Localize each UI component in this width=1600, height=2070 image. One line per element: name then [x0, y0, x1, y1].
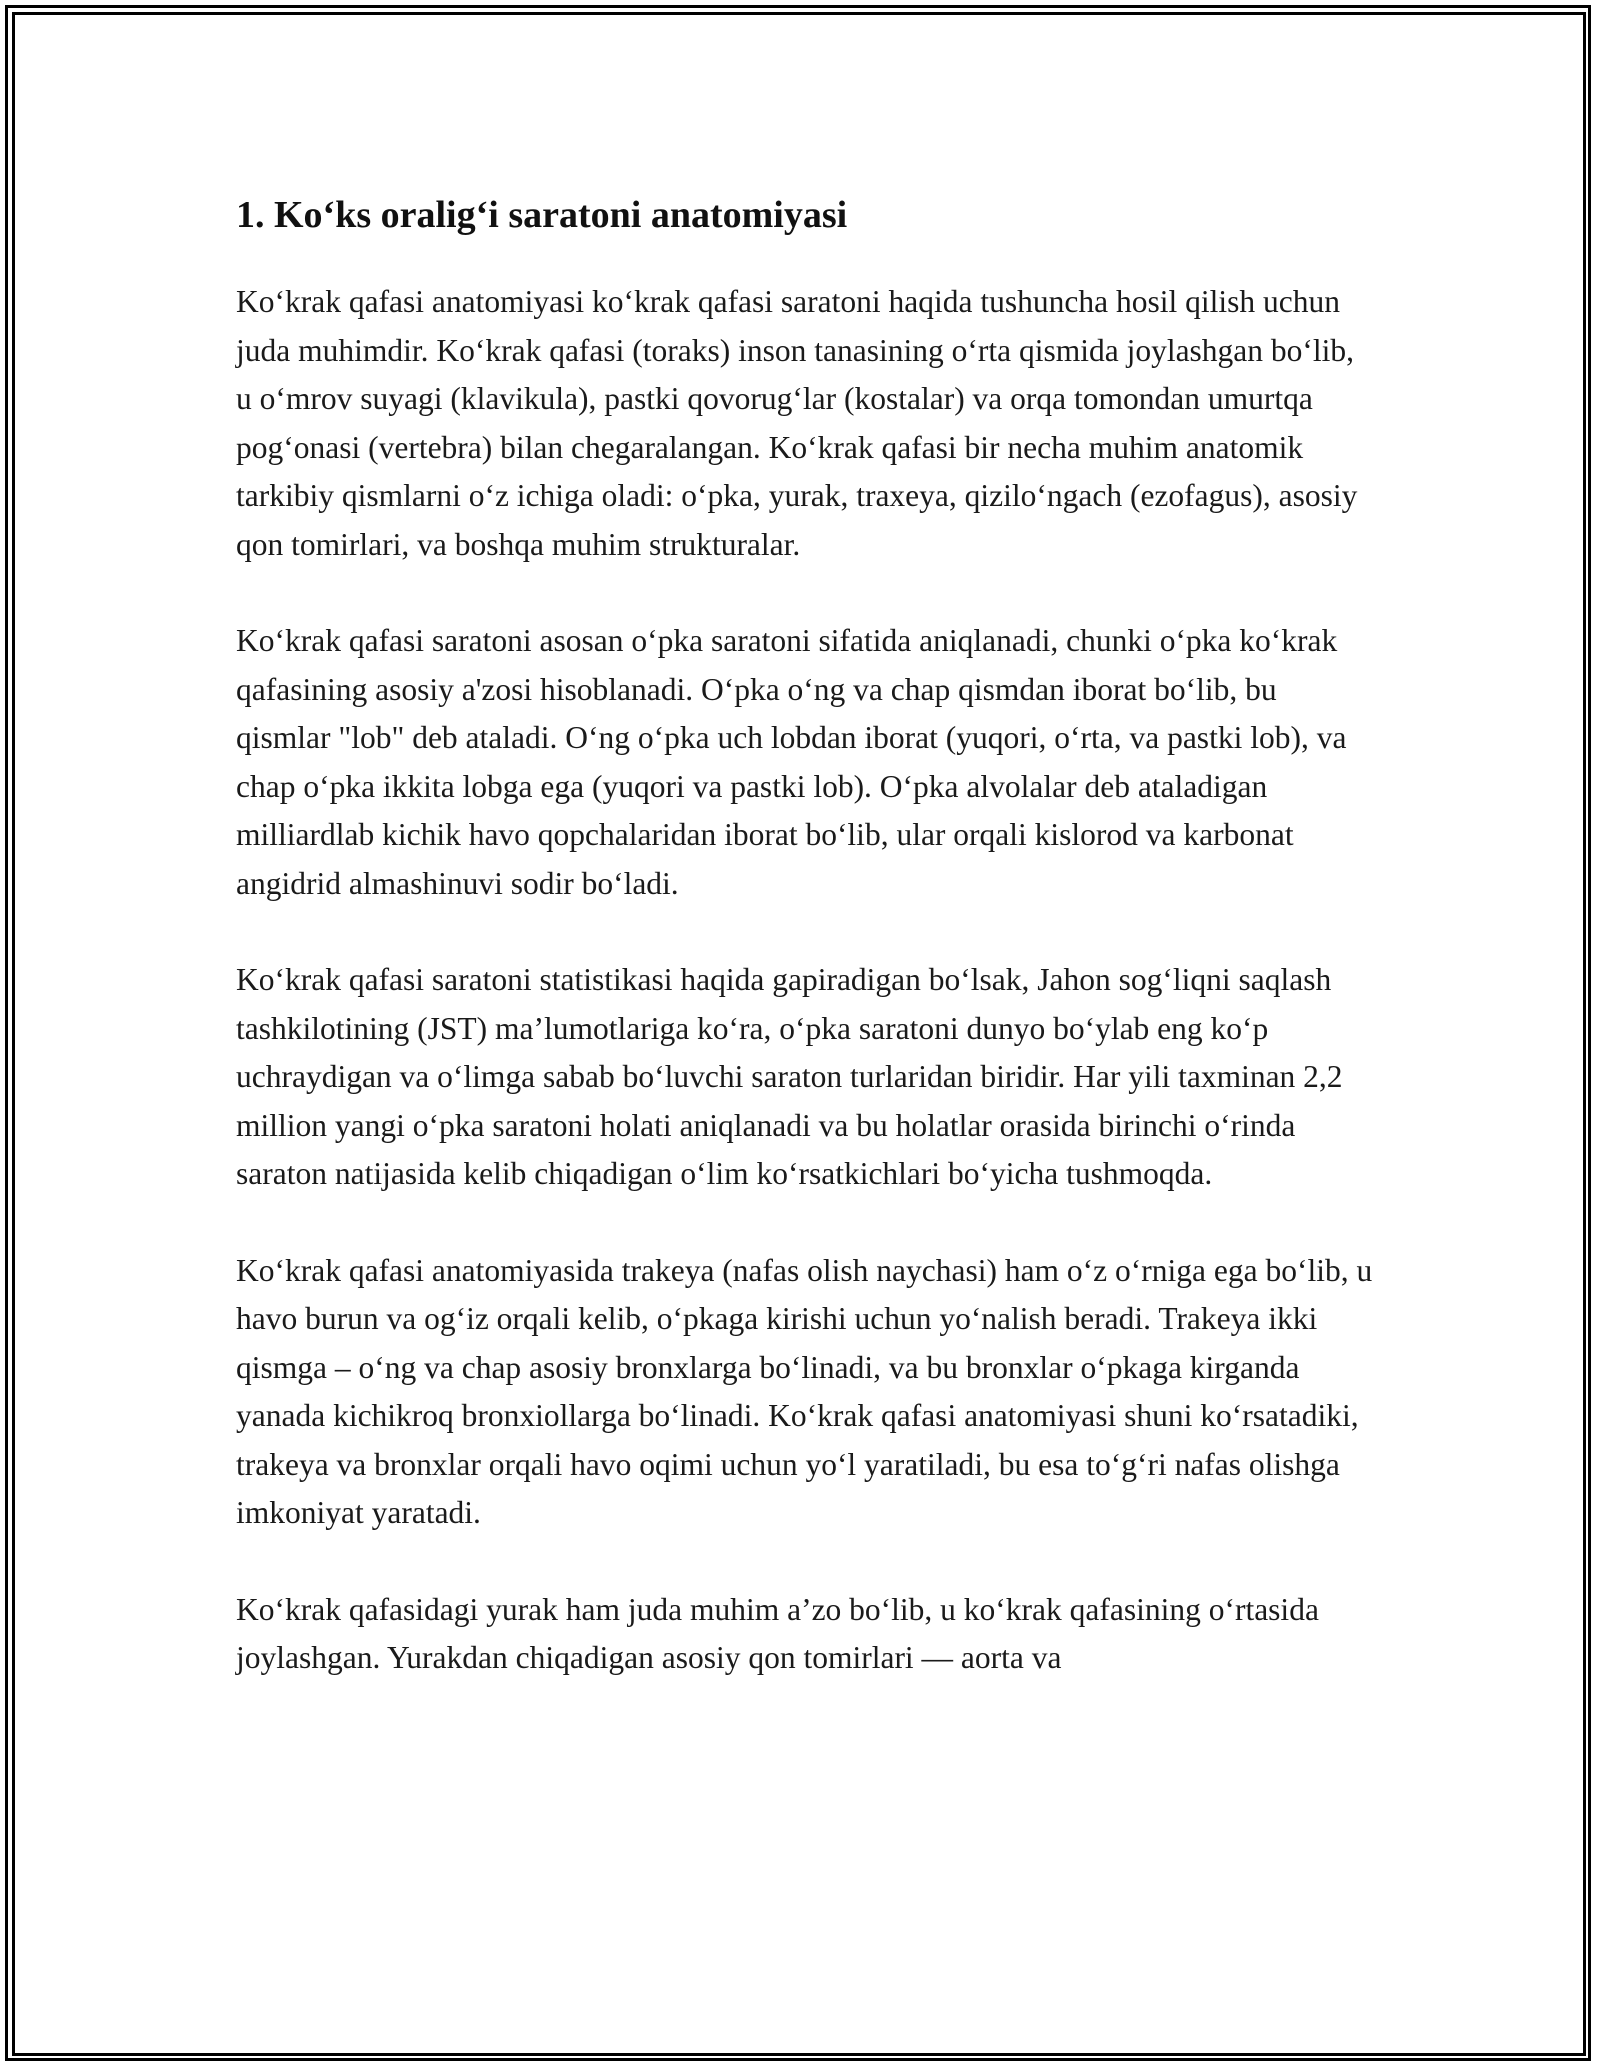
document-body [236, 186, 1376, 1731]
paragraph-5: Ko‘krak qafasidagi yurak ham juda muhim a’zo bo‘lib, u ko‘krak qafasining o‘rtasida joylashgan. Yurakdan chiqadigan asosiy qon tomirlari — aorta va [236, 1591, 1319, 1675]
paragraph-2: Ko‘krak qafasi saratoni asosan o‘pka saratoni sifatida aniqlanadi, chunki o‘pka ko‘krak qafasining asosiy a'zosi hisoblanadi. O‘pka o‘ng va chap qismdan iborat bo‘lib, bu qismlar "lob" deb ataladi. O‘ng o‘pka uch lobdan iborat (yuqori, o‘rta, va pastki lob), va chap o‘pka ikkita lobga ega (yuqori va pastki lob). O‘pka alvolalar deb ataladigan milliardlab kichik havo qopchalaridan iborat bo‘lib, ular orqali kislorod va karbonat angidrid almashinuvi sodir bo‘ladi. [236, 623, 1347, 901]
section-heading: 1. Ko‘ks oralig‘i saratoni anatomiyasi [236, 194, 848, 236]
paragraph-1: Ko‘krak qafasi anatomiyasi ko‘krak qafasi saratoni haqida tushuncha hosil qilish uchun juda muhimdir. Ko‘krak qafasi (toraks) inson tanasining o‘rta qismida joylashgan bo‘lib, u o‘mrov suyagi (klavikula), pastki qovorug‘lar (kostalar) va orqa tomondan umurtqa pog‘onasi (vertebra) bilan chegaralangan. Ko‘krak qafasi bir necha muhim anatomik tarkibiy qismlarni o‘z ichiga oladi: o‘pka, yurak, traxeya, qizilo‘ngach (ezofagus), asosiy qon tomirlari, va boshqa muhim strukturalar. [236, 284, 1358, 562]
paragraph-4: Ko‘krak qafasi anatomiyasida trakeya (nafas olish naychasi) ham o‘z o‘rniga ega bo‘lib, u havo burun va og‘iz orqali kelib, o‘pkaga kirishi uchun yo‘nalish beradi. Trakeya ikki qismga – o‘ng va chap asosiy bronxlarga bo‘linadi, va bu bronxlar o‘pkaga kirganda yanada kichikroq bronxiollarga bo‘linadi. Ko‘krak qafasi anatomiyasi shuni ko‘rsatadiki, trakeya va bronxlar orqali havo oqimi uchun yo‘l yaratiladi, bu esa to‘g‘ri nafas olishga imkoniyat yaratadi. [236, 1252, 1373, 1530]
paragraph-3: Ko‘krak qafasi saratoni statistikasi haqida gapiradigan bo‘lsak, Jahon sog‘liqni saqlash tashkilotining (JST) ma’lumotlariga ko‘ra, o‘pka saratoni dunyo bo‘ylab eng ko‘p uchraydigan va o‘limga sabab bo‘luvchi saraton turlaridan biridir. Har yili taxminan 2,2 million yangi o‘pka saratoni holati aniqlanadi va bu holatlar orasida birinchi o‘rinda saraton natijasida kelib chiqadigan o‘lim ko‘rsatkichlari bo‘yicha tushmoqda. [236, 962, 1343, 1191]
